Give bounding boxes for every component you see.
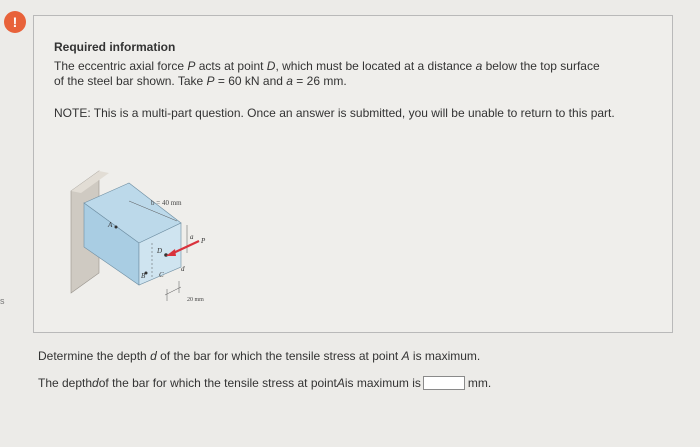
- point-b-label: B: [141, 272, 146, 280]
- dimension-b-label: b = 40 mm: [151, 199, 182, 207]
- point-d-label: D: [157, 247, 163, 255]
- unit-label: mm.: [467, 376, 492, 390]
- distance-a-label: a: [190, 233, 194, 241]
- dimension-20mm-label: 20 mm: [187, 297, 204, 303]
- steel-bar-diagram: [69, 161, 239, 321]
- question-prompt: Determine the depth d of the bar for which the tensile stress at point A is maximum.: [38, 349, 481, 363]
- force-p-label: P: [201, 237, 206, 245]
- depth-d-label: d: [181, 265, 185, 273]
- problem-description: The eccentric axial force P acts at point D, which must be located at a distance a below the top surface of the steel bar shown. Take P = 60 kN and a = 26 mm.: [54, 59, 600, 88]
- panel-heading: Required information: [54, 40, 176, 54]
- margin-mark: s: [0, 296, 5, 306]
- depth-answer-input[interactable]: [423, 376, 465, 390]
- multi-part-note: NOTE: This is a multi-part question. Once an answer is submitted, you will be unable to return to this part.: [54, 106, 615, 120]
- point-c-label: C: [159, 271, 164, 279]
- answer-row: The depth d of the bar for which the tensile stress at point A is maximum is mm.: [38, 376, 492, 390]
- alert-icon: [4, 11, 26, 33]
- point-a-label: A: [108, 221, 113, 229]
- required-information-panel: [33, 15, 673, 333]
- exclamation-icon: !: [12, 14, 18, 30]
- steel-bar-figure: [69, 161, 239, 321]
